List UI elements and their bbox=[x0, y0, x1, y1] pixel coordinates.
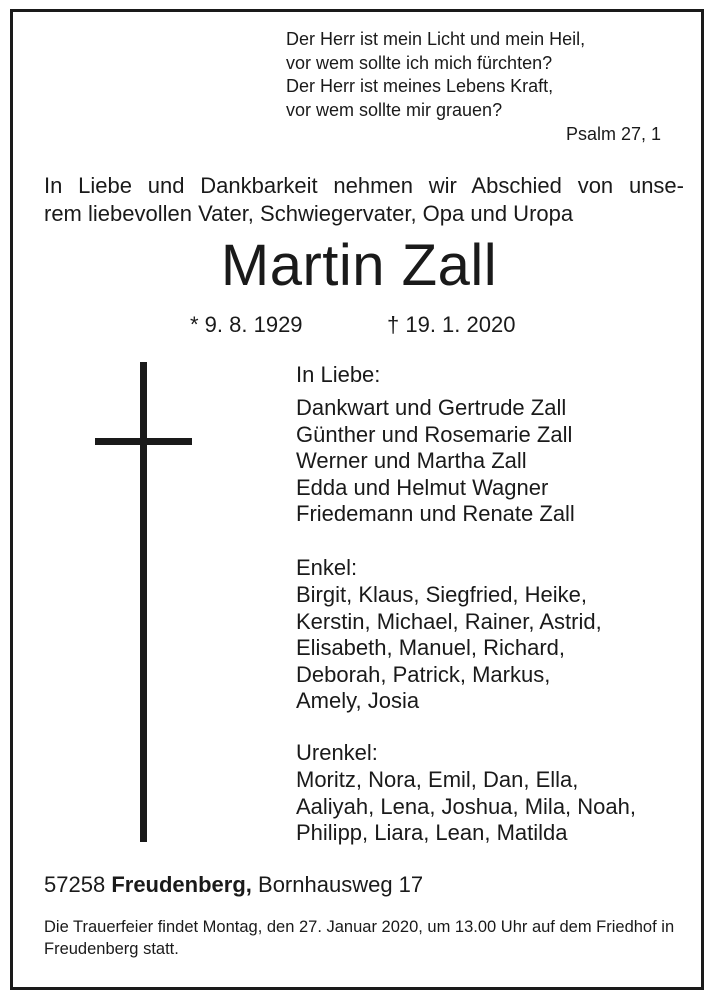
psalm-line: Der Herr ist meines Lebens Kraft, bbox=[286, 76, 554, 96]
address-postcode: 57258 bbox=[44, 872, 106, 897]
list-item: Philipp, Liara, Lean, Matilda bbox=[296, 820, 568, 846]
intro-line-1: In Liebe und Dankbarkeit nehmen wir Abschied von unse- bbox=[44, 173, 684, 198]
intro-line-2: rem liebevollen Vater, Schwiegervater, Opa und Uropa bbox=[44, 201, 574, 226]
grandchildren-list bbox=[296, 582, 602, 715]
mourners-list bbox=[296, 395, 575, 528]
list-item: Birgit, Klaus, Siegfried, Heike, bbox=[296, 582, 588, 607]
address-city: Freudenberg, bbox=[111, 872, 252, 897]
deceased-name: Martin Zall bbox=[220, 233, 498, 298]
list-item: Amely, Josia bbox=[296, 688, 420, 714]
list-item: Deborah, Patrick, Markus, bbox=[296, 661, 551, 687]
psalm-verse bbox=[286, 28, 586, 122]
grandchildren-heading: Enkel: bbox=[296, 555, 358, 580]
list-item: Moritz, Nora, Emil, Dan, Ella, bbox=[296, 767, 579, 792]
list-item: Elisabeth, Manuel, Richard, bbox=[296, 635, 566, 661]
list-item: Kerstin, Michael, Rainer, Astrid, bbox=[296, 608, 602, 634]
list-item: Günther und Rosemarie Zall bbox=[296, 421, 573, 447]
birth-date: * 9. 8. 1929 bbox=[190, 312, 303, 337]
intro-text bbox=[44, 172, 684, 228]
address bbox=[44, 872, 423, 898]
mourners-heading: In Liebe: bbox=[296, 362, 381, 387]
funeral-notice: Die Trauerfeier findet Montag, den 27. Januar 2020, um 13.00 Uhr auf dem Friedhof in Freudenberg statt. bbox=[44, 918, 675, 958]
list-item: Dankwart und Gertrude Zall bbox=[296, 395, 567, 420]
list-item: Aaliyah, Lena, Joshua, Mila, Noah, bbox=[296, 793, 636, 819]
list-item: Friedemann und Renate Zall bbox=[296, 501, 575, 527]
address-street: Bornhausweg 17 bbox=[258, 872, 424, 897]
psalm-line: vor wem sollte mir grauen? bbox=[286, 99, 503, 120]
cross-icon bbox=[140, 362, 147, 842]
great-grandchildren-list bbox=[296, 767, 636, 847]
great-grandchildren-heading: Urenkel: bbox=[296, 740, 378, 765]
cross-icon-bar bbox=[95, 438, 192, 445]
death-date: † 19. 1. 2020 bbox=[387, 312, 516, 337]
psalm-line: Der Herr ist mein Licht und mein Heil, bbox=[286, 29, 586, 49]
list-item: Edda und Helmut Wagner bbox=[296, 474, 549, 500]
psalm-reference: Psalm 27, 1 bbox=[566, 124, 662, 144]
list-item: Werner und Martha Zall bbox=[296, 448, 527, 474]
psalm-line: vor wem sollte ich mich fürchten? bbox=[286, 52, 553, 73]
